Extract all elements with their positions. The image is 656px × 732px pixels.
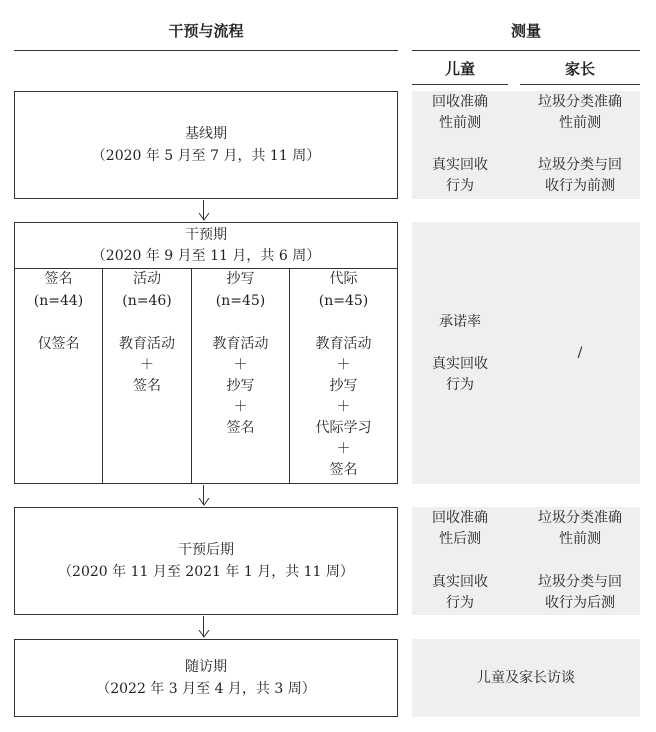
baseline-parent-measure-2: 垃圾分类与回 收行为前测 <box>538 157 622 194</box>
group-copy-content: 教育活动 ＋ 抄写 ＋ 签名 <box>212 336 269 436</box>
baseline-parent-measure-1: 垃圾分类准确 性前测 <box>538 94 622 131</box>
subheader-rule-parent <box>520 84 640 85</box>
header-parent: 家长 <box>564 60 595 78</box>
group-signature-n: (n=44) <box>33 293 84 309</box>
phase-baseline-title: 基线期 <box>185 126 227 142</box>
header-rule-right <box>412 50 640 51</box>
intervention-parent-measure: / <box>577 345 583 361</box>
post-parent-measure-2: 垃圾分类与回 收行为后测 <box>538 574 622 611</box>
intervention-child-measure-2: 真实回收 行为 <box>432 356 488 393</box>
baseline-child-measure-1: 回收准确 性前测 <box>432 94 488 131</box>
group-activity-name: 活动 <box>133 271 161 287</box>
header-measurement: 测量 <box>510 22 541 40</box>
phase-post-period: （2020 年 11 月至 2021 年 1 月，共 11 周） <box>58 564 354 580</box>
phase-intervention-period: （2020 年 9 月至 11 月，共 6 周） <box>91 248 321 264</box>
phase-followup-box <box>14 639 398 717</box>
phase-intervention-title: 干预期 <box>185 227 227 243</box>
group-intergenerational-name: 代际 <box>329 271 358 287</box>
group-activity-n: (n=46) <box>122 293 172 309</box>
phase-followup-title: 随访期 <box>185 659 227 675</box>
post-parent-measure-1: 垃圾分类准确 性前测 <box>538 510 622 547</box>
header-rule-left <box>14 50 398 51</box>
arrow-down-icon <box>198 485 210 506</box>
phase-followup-period: （2022 年 3 月至 4 月，共 3 周） <box>96 681 316 697</box>
intervention-child-measure-1: 承诺率 <box>439 314 481 330</box>
header-intervention: 干预与流程 <box>168 22 244 40</box>
post-child-measure-2: 真实回收 行为 <box>432 574 488 611</box>
arrow-down-icon <box>198 200 210 221</box>
arrow-down-icon <box>198 616 210 638</box>
header-child: 儿童 <box>444 60 475 78</box>
subheader-rule-child <box>412 84 508 85</box>
group-copy-n: (n=45) <box>215 293 266 309</box>
group-signature-name: 签名 <box>44 271 73 287</box>
phase-post-box <box>14 507 398 615</box>
followup-measures-bg <box>412 639 640 717</box>
group-intergenerational-content: 教育活动 ＋ 抄写 ＋ 代际学习 ＋ 签名 <box>315 336 372 478</box>
group-activity-content: 教育活动 ＋ 签名 <box>119 336 175 394</box>
followup-joint-measure: 儿童及家长访谈 <box>477 670 575 686</box>
phase-post-title: 干预后期 <box>178 542 234 558</box>
baseline-child-measure-2: 真实回收 行为 <box>432 157 488 194</box>
phase-intervention-box <box>14 222 398 484</box>
phase-baseline-period: （2020 年 5 月至 7 月，共 11 周） <box>91 148 321 164</box>
group-signature-content: 仅签名 <box>37 336 80 352</box>
post-child-measure-1: 回收准确 性后测 <box>432 510 488 547</box>
group-intergenerational-n: (n=45) <box>318 293 369 309</box>
group-copy-name: 抄写 <box>226 271 255 287</box>
phase-baseline-box <box>14 91 398 199</box>
